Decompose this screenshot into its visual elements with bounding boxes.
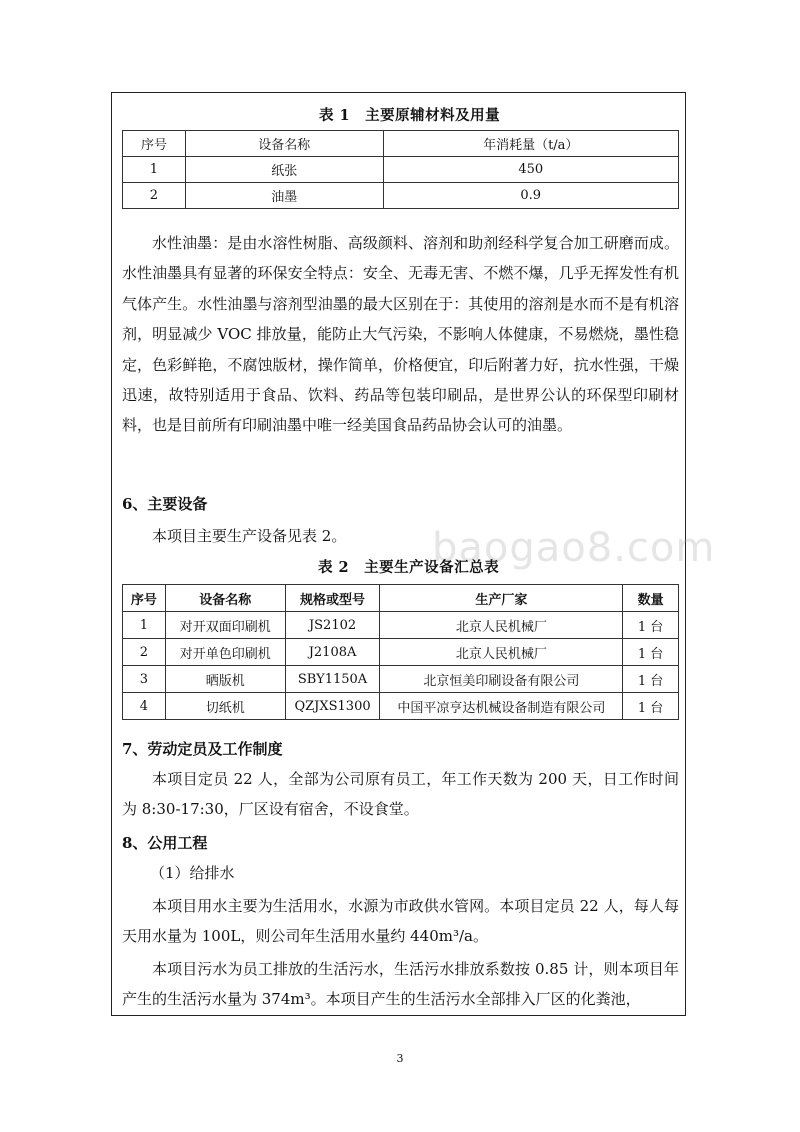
- table-cell: 对开单色印刷机: [165, 639, 285, 666]
- section7-heading: 7、劳动定员及工作制度: [122, 740, 283, 758]
- table-cell: 1: [123, 612, 166, 639]
- table2-header-cell: 序号: [123, 585, 166, 612]
- table-cell: JS2102: [285, 612, 380, 639]
- table-row: [123, 612, 679, 639]
- table-cell: 北京人民机械厂: [380, 639, 623, 666]
- table-cell: 1: [123, 157, 186, 183]
- table-row: [123, 666, 679, 693]
- section6-intro: 本项目主要生产设备见表 2。: [152, 527, 347, 545]
- table2-header-cell: 规格或型号: [285, 585, 380, 612]
- table1-header-cell: 序号: [123, 131, 186, 157]
- watermark: baogao8.com: [432, 525, 716, 571]
- table-cell: 0.9: [383, 183, 679, 209]
- section7-text: 本项目定员 22 人，全部为公司原有员工，年工作天数为 200 天，日工作时间为 8:30-17:30，厂区设有宿舍，不设食堂。: [122, 770, 679, 819]
- table-cell: 1 台: [623, 639, 679, 666]
- page-number: 3: [396, 1052, 404, 1065]
- table1: [122, 130, 679, 209]
- table-cell: 北京恒美印刷设备有限公司: [380, 666, 623, 693]
- wastewater-paragraph: 本项目污水为员工排放的生活污水，生活污水排放系数按 0.85 计，则本项目年产生的生活污水量为 374m³。本项目产生的生活污水全部排入厂区的化粪池，: [122, 960, 679, 1009]
- table-cell: 油墨: [185, 183, 383, 209]
- table2-caption: 表 2 主要生产设备汇总表: [318, 559, 500, 576]
- table2-header-cell: 设备名称: [165, 585, 285, 612]
- table-row: [123, 157, 679, 183]
- table-cell: SBY1150A: [285, 666, 380, 693]
- table-cell: 切纸机: [165, 693, 285, 720]
- table-cell: QZJXS1300: [285, 693, 380, 720]
- table-cell: 1 台: [623, 666, 679, 693]
- section8-heading: 8、公用工程: [122, 834, 208, 852]
- table-cell: 中国平凉亨达机械设备制造有限公司: [380, 693, 623, 720]
- table-cell: 1 台: [623, 693, 679, 720]
- table-cell: 4: [123, 693, 166, 720]
- table2: [122, 584, 679, 720]
- table-cell: 2: [123, 183, 186, 209]
- table-cell: J2108A: [285, 639, 380, 666]
- table1-header-cell: 年消耗量（t/a）: [383, 131, 679, 157]
- table1-header-cell: 设备名称: [185, 131, 383, 157]
- table-row: [123, 183, 679, 209]
- table-cell: 3: [123, 666, 166, 693]
- section6-heading: 6、主要设备: [122, 495, 208, 513]
- table-cell: 北京人民机械厂: [380, 612, 623, 639]
- table-cell: 对开双面印刷机: [165, 612, 285, 639]
- table-cell: 2: [123, 639, 166, 666]
- table1-caption: 表 1 主要原辅材料及用量: [319, 107, 501, 124]
- table2-header-cell: 生产厂家: [380, 585, 623, 612]
- table2-header-cell: 数量: [623, 585, 679, 612]
- table1-header-row: [123, 131, 679, 157]
- table-row: [123, 639, 679, 666]
- table-cell: 纸张: [185, 157, 383, 183]
- ink-paragraph: 水性油墨：是由水溶性树脂、高级颜料、溶剂和助剂经科学复合加工研磨而成。水性油墨具有显著的环保安全特点：安全、无毒无害、不燃不爆，几乎无挥发性有机气体产生。水性油墨与溶剂型油墨的最大区别在于：其使用的溶剂是水而不是有机溶剂，明显减少 VOC 排放量，能防止大气污染，不影响人体健康，不易燃烧，墨性稳定，色彩鲜艳，不腐蚀版材，操作简单，价格便宜，印后附著力好，抗水性强，干燥迅速，故特别适用于食品、饮料、药品等包装印刷品，是世界公认的环保型印刷材料，也是目前所有印刷油墨中唯一经美国食品药品协会认可的油墨。: [122, 234, 679, 435]
- water-usage-paragraph: 本项目用水主要为生活用水，水源为市政供水管网。本项目定员 22 人，每人每天用水量为 100L，则公司年生活用水量约 440m³/a。: [122, 897, 679, 946]
- table-cell: 1 台: [623, 612, 679, 639]
- water-subheading: （1）给排水: [150, 864, 235, 882]
- table-cell: 晒版机: [165, 666, 285, 693]
- table2-header-row: [123, 585, 679, 612]
- table-cell: 450: [383, 157, 679, 183]
- table-row: [123, 693, 679, 720]
